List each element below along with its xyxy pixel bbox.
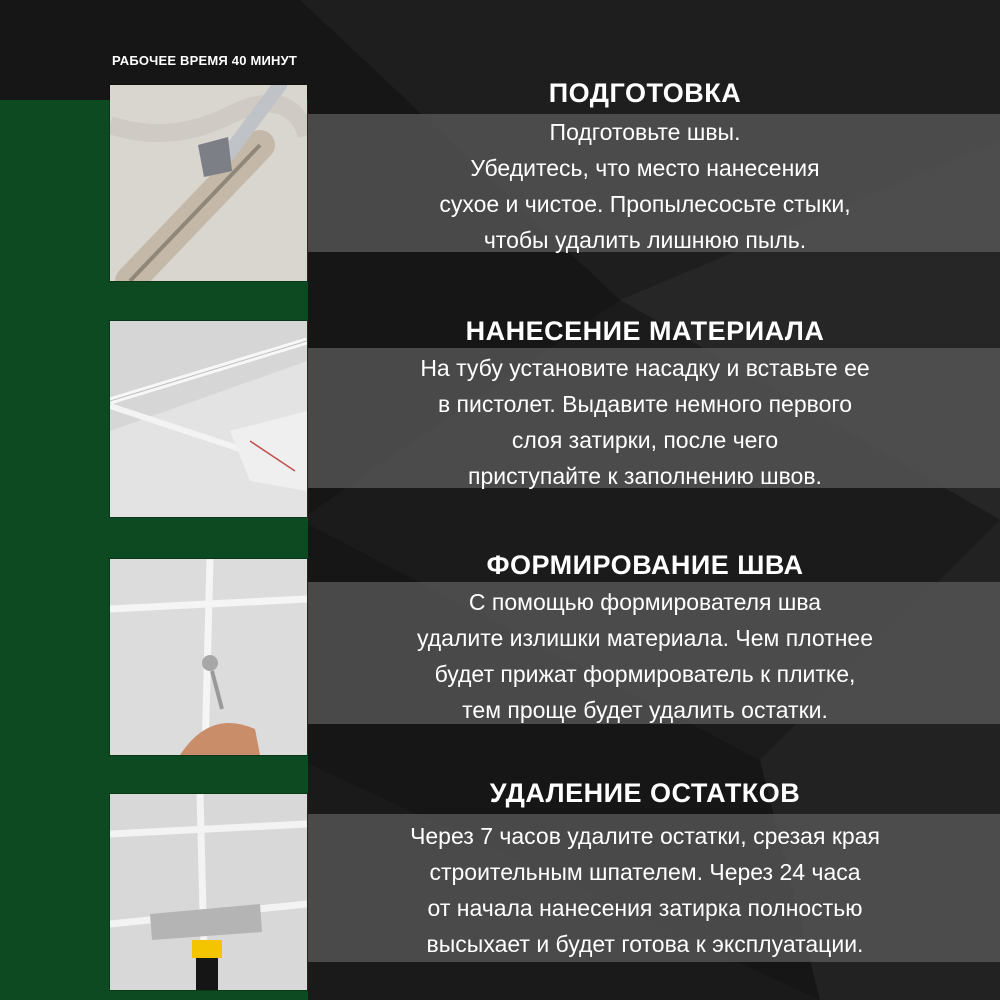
step-description-2: [330, 350, 960, 494]
step-title-2: НАНЕСЕНИЕ МАТЕРИАЛА: [465, 316, 825, 346]
step-1-line-1: Подготовьте швы.: [549, 119, 741, 145]
step-4-line-4: высыхает и будет готова к эксплуатации.: [426, 931, 864, 957]
step-description-1: [330, 114, 960, 258]
step-3-line-4: тем проще будет удалить остатки.: [462, 697, 828, 723]
joint-shaping-photo: [110, 559, 307, 755]
step-2-line-3: слоя затирки, после чего: [511, 427, 779, 453]
step-2-line-2: в пистолет. Выдавите немного первого: [437, 391, 853, 417]
applying-material-photo: [110, 321, 307, 517]
step-3-line-3: будет прижат формирователь к плитке,: [434, 661, 856, 687]
step-4-line-3: от начала нанесения затирка полностью: [427, 895, 863, 921]
step-description-3: [330, 584, 960, 728]
step-description-4: [330, 818, 960, 962]
step-4-line-1: Через 7 часов удалите остатки, срезая края: [410, 823, 880, 849]
removing-excess-photo: [110, 794, 307, 990]
step-title-3: ФОРМИРОВАНИЕ ШВА: [486, 550, 804, 580]
working-time-label: РАБОЧЕЕ ВРЕМЯ 40 МИНУТ: [112, 53, 298, 68]
step-2-line-1: На тубу установите насадку и вставьте ее: [420, 355, 870, 381]
step-4-line-2: строительным шпателем. Через 24 часа: [429, 859, 861, 885]
preparation-photo: [110, 85, 307, 281]
step-1-line-2: Убедитесь, что место нанесения: [470, 155, 820, 181]
step-3-line-1: С помощью формирователя шва: [468, 589, 822, 615]
step-title-1: ПОДГОТОВКА: [548, 78, 742, 108]
step-title-4: УДАЛЕНИЕ ОСТАТКОВ: [489, 778, 801, 808]
step-3-line-2: удалите излишки материала. Чем плотнее: [417, 625, 873, 651]
step-1-line-3: сухое и чистое. Пропылесосьте стыки,: [439, 191, 851, 217]
step-2-line-4: приступайте к заполнению швов.: [468, 463, 822, 489]
step-1-line-4: чтобы удалить лишнюю пыль.: [483, 227, 807, 253]
